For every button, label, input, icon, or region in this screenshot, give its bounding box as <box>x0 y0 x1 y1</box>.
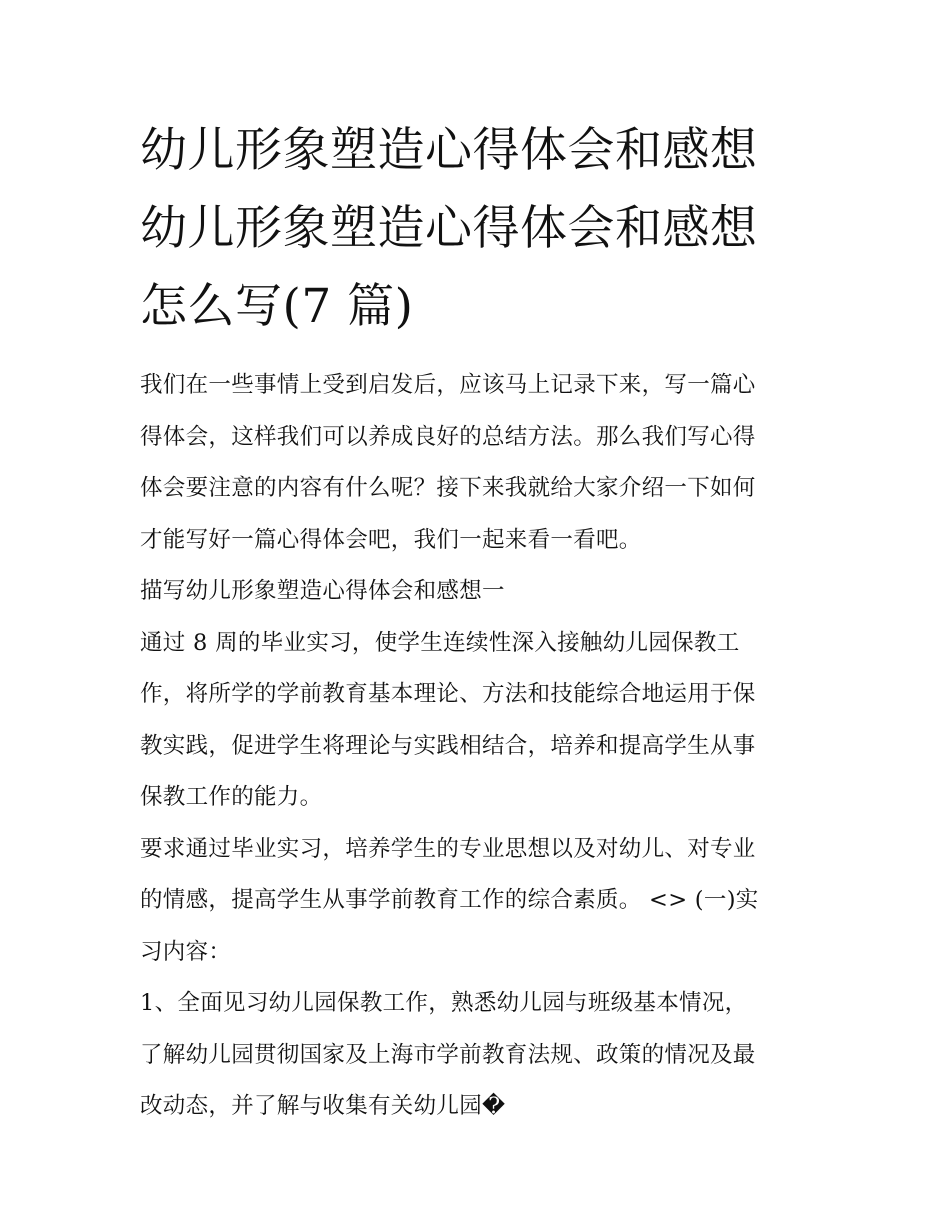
text-line-1: 我们在一些事情上受到启发后，应该马上记录下来，写一篇心 <box>140 372 756 398</box>
text-line-6: 通过 8 周的毕业实习，使学生连续性深入接触幼儿园保教工 <box>140 629 740 656</box>
text-line-7: 作，将所学的学前教育基本理论、方法和技能综合地运用于保 <box>140 681 756 707</box>
text-line-11: 的情感，提高学生从事学前教育工作的综合素质。 <> (一)实 <box>140 887 759 913</box>
title-line-3: 怎么写(7 篇) <box>140 279 414 334</box>
text-line-14: 了解幼儿园贯彻国家及上海市学前教育法规、政策的情况及最 <box>140 1041 756 1068</box>
document-body <box>140 360 820 1133</box>
text-line-9: 保教工作的能力。 <box>140 784 323 810</box>
text-line-15: 改动态，并了解与收集有关幼儿园� <box>140 1093 506 1119</box>
text-line-13: 1、全面见习幼儿园保教工作，熟悉幼儿园与班级基本情况， <box>140 990 748 1016</box>
section-heading-1: 描写幼儿形象塑造心得体会和感想一 <box>140 578 505 604</box>
text-line-3: 体会要注意的内容有什么呢？接下来我就给大家介绍一下如何 <box>140 475 756 501</box>
text-line-10: 要求通过毕业实习，培养学生的专业思想以及对幼儿、对专业 <box>140 835 756 862</box>
text-line-4: 才能写好一篇心得体会吧，我们一起来看一看吧。 <box>140 526 642 553</box>
text-line-2: 得体会，这样我们可以养成良好的总结方法。那么我们写心得 <box>140 423 756 450</box>
title-line-2: 幼儿形象塑造心得体会和感想 <box>140 201 758 256</box>
title-line-1: 幼儿形象塑造心得体会和感想 <box>140 123 758 178</box>
text-line-12: 习内容： <box>140 938 232 965</box>
document-page <box>140 112 820 1133</box>
document-title <box>140 112 820 346</box>
text-line-8: 教实践，促进学生将理论与实践相结合，培养和提高学生从事 <box>140 732 756 759</box>
